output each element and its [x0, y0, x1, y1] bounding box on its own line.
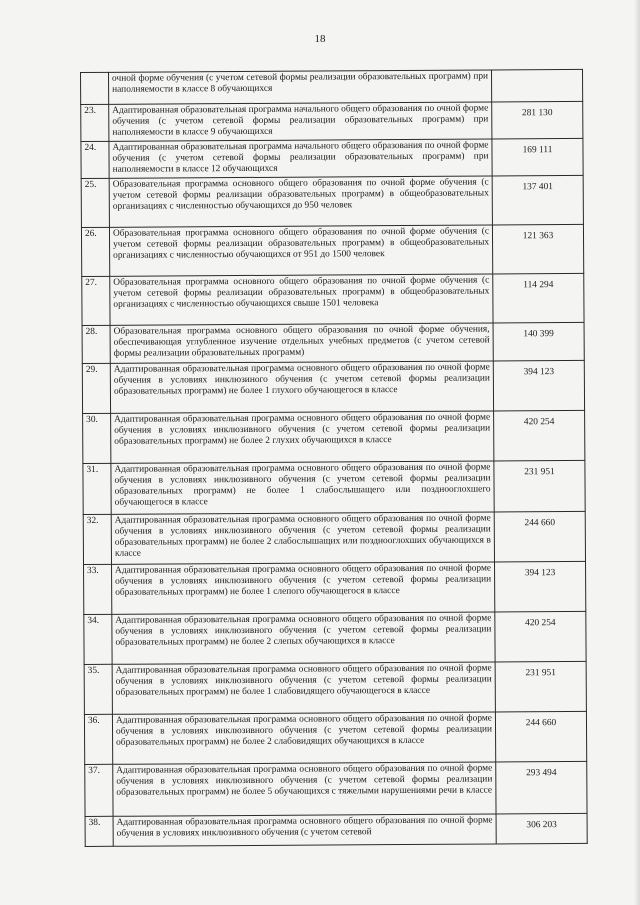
row-number — [81, 72, 109, 104]
row-number: 29. — [82, 363, 110, 413]
row-number: 35. — [84, 664, 112, 714]
row-description: Образовательная программа основного общего образования по очной форме обучения (с учетом сетевой формы реализации образовательных программ) в общеобразовательных организациях с численностью обучающихся от 951 до 1500 человек — [109, 225, 492, 276]
page-number: 18 — [314, 33, 326, 45]
table-row — [83, 460, 585, 514]
row-amount: 293 494 — [496, 761, 587, 814]
row-description: Образовательная программа основного общего образования по очной форме обучения, обеспечивающая углубленное изучение отдельных учебных предметов (с учетом сетевой формы реализации образовательных программ) — [110, 323, 493, 363]
row-number: 34. — [84, 614, 112, 664]
row-description: Адаптированная образовательная программа основного общего образования по очной форме обучения в условиях инклюзиного обучения (с учетом сетевой формы реализации образовательных программ) не более 1 глухого обучающегося в классе — [110, 361, 493, 413]
row-amount: 140 399 — [493, 322, 584, 361]
row-amount: 420 254 — [494, 410, 585, 461]
table-row — [83, 511, 585, 564]
table-row — [84, 711, 586, 764]
row-number: 27. — [82, 276, 110, 325]
row-amount: 137 401 — [492, 175, 583, 225]
row-amount: 114 294 — [493, 273, 584, 323]
row-amount: 244 660 — [494, 511, 585, 562]
row-description: Адаптированная образовательная программа основного общего образования по очной форме обучения в условиях инклюзивного обучения (с учетом сетевой формы реализации образовательных программ) не более 2 слабослышащих или позднооглохших обучающихся в классе — [111, 512, 494, 564]
row-amount: 281 130 — [492, 101, 583, 139]
row-number: 36. — [84, 714, 112, 764]
row-description: Адаптированная образовательная программа основного общего образования по очной форме обучения в условиях инклюзивного обучения (с учетом сетевой формы реализации образовательных программ) не более 2 глухих обучающихся в классе — [111, 411, 494, 463]
scan-edge — [634, 0, 640, 905]
table-row — [84, 661, 586, 714]
row-amount: 244 660 — [495, 711, 586, 762]
table-row — [81, 69, 583, 104]
row-number: 32. — [83, 514, 111, 564]
table-row — [81, 224, 583, 276]
row-amount: 394 123 — [495, 561, 586, 612]
row-number: 24. — [81, 141, 109, 178]
row-description: Адаптированная образовательная программа начального общего образования по очной форме обучения (с учетом сетевой формы реализации образовательных программ) при наполняемости в классе 9 обучающихся — [109, 102, 492, 141]
row-number: 31. — [83, 463, 111, 514]
table-row — [81, 138, 583, 178]
row-description: Адаптированная образовательная программа основного общего образования по очной форме обучения в условиях инклюзивного обучения (с учетом сетевой формы реализации образовательных программ) не более 2 слепых обучающихся в классе — [112, 612, 495, 664]
row-description: Адаптированная образовательная программа основного общего образования по очной форме обучения в условиях инклюзивного обучения (с учетом сетевой формы реализации образовательных программ) не более 1 слабовидящего обучающегося в классе — [112, 662, 495, 714]
row-number: 26. — [81, 227, 109, 276]
row-amount — [491, 69, 582, 102]
tariff-table — [80, 69, 588, 847]
row-number: 30. — [83, 413, 111, 463]
row-amount: 420 254 — [495, 611, 586, 662]
row-description: очной форме обучения (с учетом сетевой формы реализации образовательных программ) при наполняемости в классе 8 обучающихся — [109, 70, 492, 104]
row-description: Образовательная программа основного общего образования по очной форме обучения (с учетом сетевой формы реализации образовательных программ) в общеобразовательных организациях с численностью обучающихся до 950 человек — [109, 176, 492, 227]
row-description: Адаптированная образовательная программа основного общего образования по очной форме обучения в условиях инклюзивного обучения (с учетом сетевой формы реализации образовательных программ) не более 1 слепого обучающегося в классе — [112, 562, 495, 614]
row-amount: 169 111 — [492, 138, 583, 176]
table-row — [85, 813, 587, 846]
table-row — [81, 101, 583, 141]
row-amount: 231 951 — [495, 661, 586, 712]
table-row — [82, 273, 584, 325]
row-amount: 121 363 — [492, 224, 583, 274]
row-number: 23. — [81, 104, 109, 141]
row-description: Адаптированная образовательная программа начального общего образования по очной форме обучения (с учетом сетевой формы реализации образовательных программ) при наполняемости в классе 12 обучающихся — [109, 139, 492, 178]
row-number: 33. — [84, 564, 112, 614]
table-row — [85, 761, 587, 816]
row-number: 37. — [85, 764, 113, 816]
row-description: Образовательная программа основного общего образования по очной форме обучения (с учетом сетевой формы реализации образовательных программ) в общеобразовательных организациях с численностью обучающихся свыше 1501 человека — [110, 274, 493, 325]
table-row — [82, 360, 584, 413]
row-description: Адаптированная образовательная программа основного общего образования по очной форме обучения в условиях инклюзивного обучения (с учетом сетевой формы реализации образовательных программ) не более 5 обучающихся с тяжелыми нарушениями речи в классе — [113, 762, 496, 816]
row-amount: 231 951 — [494, 460, 585, 512]
row-number: 25. — [81, 178, 109, 227]
table-row — [84, 611, 586, 664]
table-row — [81, 175, 583, 227]
table-row — [84, 561, 586, 614]
row-amount: 394 123 — [493, 360, 584, 411]
table-row — [82, 322, 584, 363]
row-number: 28. — [82, 325, 110, 363]
table-row — [83, 410, 585, 463]
row-amount: 306 203 — [496, 813, 587, 844]
row-number: 38. — [85, 816, 113, 846]
row-description: Адаптированная образовательная программа основного общего образования по очной форме обучения в условиях инклюзивного обучения (с учетом сетевой формы реализации образовательных программ) не более 2 слабовидящих обучающихся в классе — [112, 712, 495, 764]
row-description: Адаптированная образовательная программа основного общего образования по очной форме обучения в условиях инклюзивного обучения (с учетом сетевой — [113, 814, 496, 846]
row-description: Адаптированная образовательная программа основного общего образования по очной форме обучения в условиях инклюзивного обучения (с учетом сетевой формы реализации образовательных программ) не более 1 слабослышащего или позднооглохшего обучающегося в классе — [111, 461, 494, 514]
